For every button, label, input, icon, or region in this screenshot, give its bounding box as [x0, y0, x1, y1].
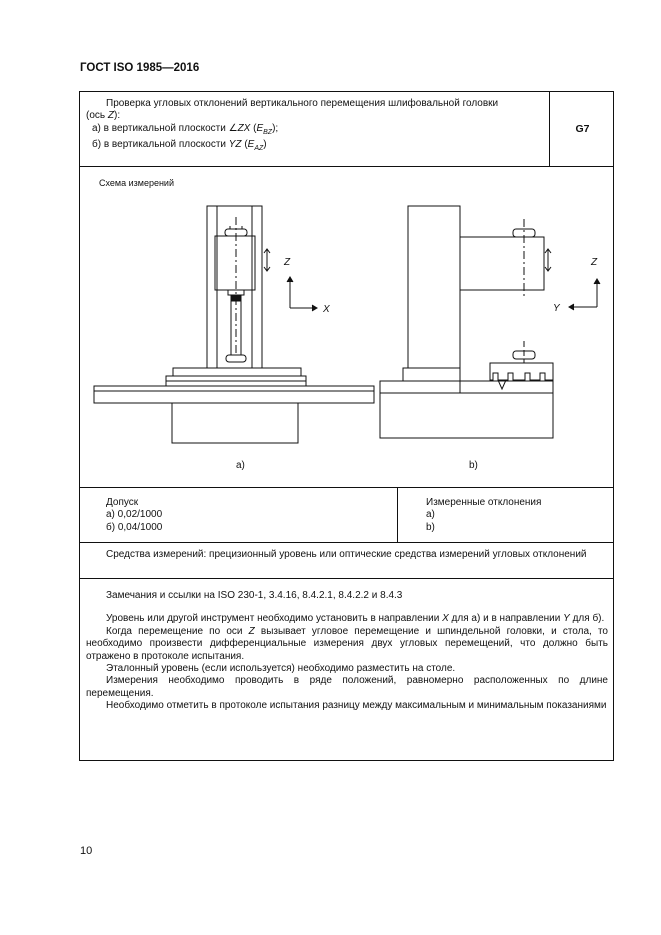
tolerance-b: б) 0,04/1000 [106, 521, 163, 533]
notes-p4: Измерения необходимо проводить в ряде положений, равномерно расположенных по длине перемещения. [86, 675, 608, 699]
tolerance-block [106, 497, 386, 534]
notes-p1: Уровень или другой инструмент необходимо установить в направлении X для a) и в направлении Y для б). [106, 613, 605, 625]
measured-b: b) [426, 521, 435, 533]
scheme-caption: Схема измерений [99, 178, 174, 188]
notes-refs: Замечания и ссылки на ISO 230-1, 3.4.16, 8.4.2.1, 8.4.2.2 и 8.4.3 [106, 590, 403, 601]
measuring-instruments: Средства измерений: прецизионный уровень или оптические средства измерений угловых отклонений [106, 549, 587, 560]
page-number: 10 [80, 845, 93, 857]
notes-block [86, 590, 608, 713]
scheme-drawing [80, 167, 613, 487]
title-line1: Проверка угловых отклонений вертикального перемещения шлифовальной головки [106, 98, 499, 109]
figure-label-b: b) [469, 460, 478, 471]
tolerance-title: Допуск [106, 497, 139, 508]
tolerance-a: а) 0,02/1000 [106, 509, 163, 521]
axis-label-z-b: Z [591, 257, 598, 268]
notes-p5: Необходимо отметить в протоколе испытания разницу между максимальным и минимальным показаниями [106, 700, 607, 712]
axis-label-x-a: X [323, 304, 330, 315]
measured-a: a) [426, 509, 435, 521]
axis-label-z-a: Z [284, 257, 291, 268]
test-table [79, 91, 614, 761]
title-item-a: а) в вертикальной плоскости ∠ZX $(E_{BZ})$; [92, 122, 279, 136]
measurement-scheme [80, 167, 613, 487]
title-item-b: б) в вертикальной плоскости YZ $(E_{AZ})$ [92, 139, 267, 153]
measured-deviations-block [426, 497, 606, 534]
figure-label-a: a) [236, 460, 245, 471]
test-code: G7 [575, 123, 590, 135]
test-title: Проверка угловых отклонений вертикального перемещения шлифовальной головки (ось Z): а) в вертикальной плоскости ∠ZX $(E_{BZ})$; б) в вертикальной плоскости YZ $(E_{AZ})$ [86, 98, 544, 156]
measured-title: Измеренные отклонения [426, 497, 542, 508]
axis-label-y-b: Y [553, 303, 560, 314]
notes-p2: Когда перемещение по оси Z вызывает угловое перемещение и шпиндельной головки, и стола, то необходимо произвести дифференциальные измерения двух угловых перемещений, что должно быть отражено в протоколе испытания. [86, 625, 608, 662]
document-header: ГОСТ ISO 1985—2016 [80, 62, 200, 74]
notes-p3: Эталонный уровень (если используется) необходимо разместить на столе. [106, 663, 456, 675]
